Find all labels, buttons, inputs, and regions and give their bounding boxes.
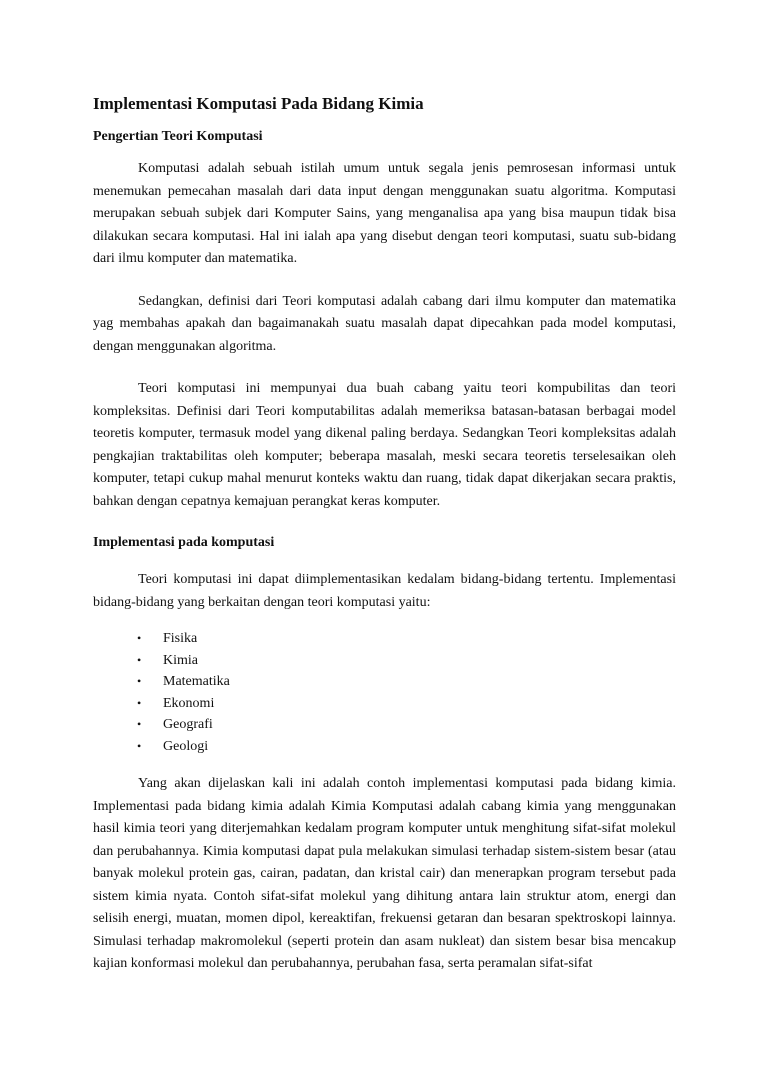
- list-item: [137, 671, 676, 693]
- paragraph-1: Komputasi adalah sebuah istilah umum untuk segala jenis pemrosesan informasi untuk menemukan pemecahan masalah dari data input dengan menggunakan suatu algoritma. Komputasi merupakan sebuah subjek dari Komputer Sains, yang menganalisa apa yang bisa maupun tidak bisa dilakukan secara komputasi. Hal ini ialah apa yang disebut dengan teori komputasi, suatu sub-bidang dari ilmu komputer dan matematika.: [93, 161, 676, 266]
- list-item: [137, 628, 676, 650]
- field-list: [93, 628, 676, 757]
- list-item-label: Geologi: [163, 738, 209, 754]
- list-item-label: Ekonomi: [163, 695, 215, 711]
- list-item-label: Fisika: [163, 631, 198, 646]
- document-page: [93, 90, 676, 976]
- paragraph-4: Teori komputasi ini dapat diimplementasikan kedalam bidang-bidang tertentu. Implementasi bidang-bidang yang berkaitan dengan teori komputasi yaitu:: [93, 572, 676, 610]
- list-item-label: Matematika: [163, 674, 230, 689]
- bullet-icon: •: [137, 717, 142, 731]
- list-item-label: Geografi: [163, 717, 213, 732]
- paragraph-3: Teori komputasi ini mempunyai dua buah cabang yaitu teori kompubilitas dan teori kompleksitas. Definisi dari Teori komputabilitas adalah memeriksa batasan-batasan berbagai model teoretis komputer, termasuk model yang dikenal paling berdaya. Sedangkan Teori kompleksitas adalah pengkajian traktabilitas oleh komputer; beberapa masalah, meski secara teoretis terselesaikan oleh komputer, tetapi cukup mahal menurut konteks waktu dan ruang, tidak dapat dikerjakan secara praktis, bahkan dengan cepatnya kemajuan perangkat keras komputer.: [93, 381, 676, 509]
- bullet-icon: •: [137, 738, 142, 753]
- paragraph-5: Yang akan dijelaskan kali ini adalah contoh implementasi komputasi pada bidang kimia. Implementasi pada bidang kimia adalah Kimia Komputasi adalah cabang kimia yang menggunakan hasil kimia teori yang diterjemahkan kedalam program komputer untuk menghitung sifat-sifat molekul dan perubahannya. Kimia komputasi dapat pula melakukan simulasi terhadap sistem-sistem besar (atau banyak molekul protein gas, cairan, padatan, dan kristal cair) dan menerapkan program tersebut pada sistem kimia nyata. Contoh sifat-sifat molekul yang dihitung antara lain struktur atom, energi dan selisih energi, muatan, momen dipol, kereaktifan, frekuensi getaran dan besaran spektroskopi lainnya. Simulasi terhadap makromolekul (seperti protein dan asam nukleat) dan sistem besar bisa mencakup kajian konformasi molekul dan perubahannya, perubahan fasa, serta peramalan sifat-sifat: [93, 776, 676, 971]
- bullet-icon: •: [137, 631, 142, 645]
- list-item: [137, 693, 676, 715]
- bullet-icon: •: [137, 695, 142, 710]
- document-title: Implementasi Komputasi Pada Bidang Kimia: [93, 94, 424, 113]
- list-item: [137, 736, 676, 758]
- section-heading-implementation: Implementasi pada komputasi: [93, 535, 275, 550]
- list-item: [137, 714, 676, 736]
- paragraph-2: Sedangkan, definisi dari Teori komputasi adalah cabang dari ilmu komputer dan matematika yag membahas apakah dan bagaimanakah suatu masalah dapat dipecahkan pada model komputasi, dengan menggunakan algoritma.: [93, 293, 676, 354]
- list-item-label: Kimia: [163, 652, 198, 668]
- list-item: [137, 650, 676, 672]
- section-heading-theory: Pengertian Teori Komputasi: [93, 129, 263, 144]
- bullet-icon: •: [137, 652, 142, 667]
- bullet-icon: •: [137, 674, 142, 688]
